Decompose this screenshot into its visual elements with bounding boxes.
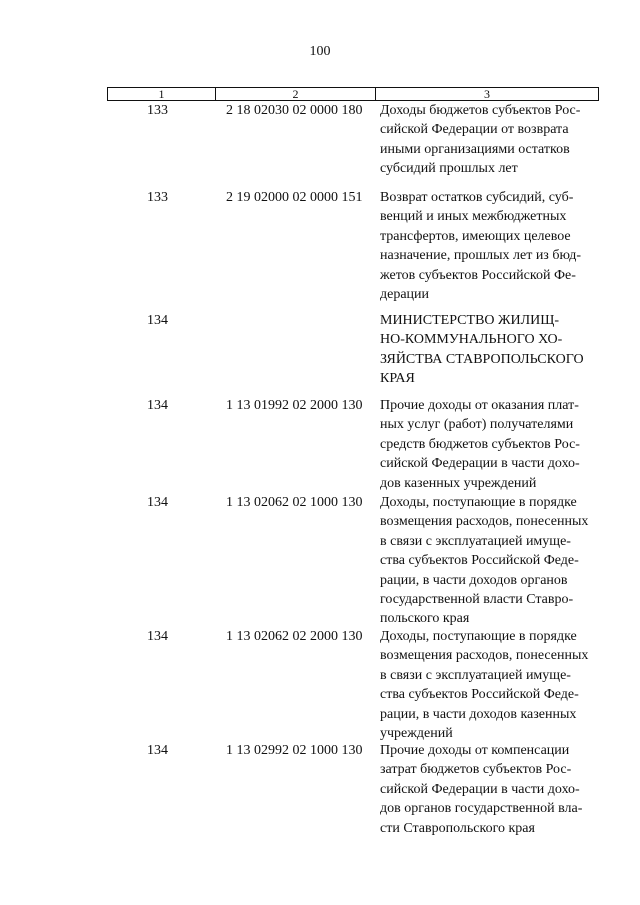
description-line: иными организациями остатков [380,141,570,157]
description-line: затрат бюджетов субъектов Рос- [380,762,572,778]
row-number: 133 [147,103,168,118]
description-line: Доходы бюджетов субъектов Рос- [380,103,581,118]
description-line: сийской Федерации в части дохо- [380,456,580,472]
description-line: в связи с эксплуатацией имуще- [380,533,571,549]
description-line: дов органов государственной вла- [380,801,583,817]
row-number: 134 [147,398,168,413]
row-description [380,741,602,838]
description-line: рации, в части доходов казенных [380,706,577,722]
row-code: 1 13 01992 02 2000 130 [226,398,363,413]
description-line: ства субъектов Российской Феде- [380,687,579,703]
description-line: Прочие доходы от оказания плат- [380,398,579,413]
row-description [380,627,602,743]
page-number: 100 [309,44,331,59]
description-line: возмещения расходов, понесенных [380,648,589,664]
header-col-2: 2 [216,88,376,100]
row-code: 1 13 02062 02 1000 130 [226,495,363,510]
description-line: Доходы, поступающие в порядке [380,629,577,644]
description-line: жетов субъектов Российской Фе- [380,267,576,283]
description-line: МИНИСТЕРСТВО ЖИЛИЩ- [380,313,560,328]
description-line: ства субъектов Российской Феде- [380,553,579,569]
header-col-3: 3 [484,87,490,101]
header-col-1: 1 [108,88,216,100]
description-line: Прочие доходы от компенсации [380,743,570,758]
description-line: учреждений [380,726,453,742]
description-line: ных услуг (работ) получателями [380,417,574,433]
row-number: 133 [147,190,168,205]
row-description [380,101,602,179]
description-line: Доходы, поступающие в порядке [380,495,577,510]
description-line: сти Ставропольского края [380,820,535,836]
row-code: 2 19 02000 02 0000 151 [226,190,363,205]
row-number: 134 [147,629,168,644]
row-description [380,188,602,304]
row-code: 2 18 02030 02 0000 180 [226,103,363,118]
row-number: 134 [147,313,168,328]
description-line: польского края [380,611,470,627]
row-number: 134 [147,495,168,510]
row-code: 1 13 02992 02 1000 130 [226,743,363,758]
row-description [380,396,602,493]
row-description [380,493,602,629]
description-line: ЗЯЙСТВА СТАВРОПОЛЬСКОГО [380,351,584,367]
description-line: дерации [380,287,430,303]
description-line: рации, в части доходов органов [380,572,568,588]
ministry-heading [380,311,602,389]
description-line: венций и иных межбюджетных [380,209,567,225]
description-line: дов казенных учреждений [380,475,537,491]
row-number: 134 [147,743,168,758]
description-line: Возврат остатков субсидий, суб- [380,190,574,205]
description-line: в связи с эксплуатацией имуще- [380,667,571,683]
description-line: трансфертов, имеющих целевое [380,228,571,244]
description-line: средств бюджетов субъектов Рос- [380,436,580,452]
description-line: государственной власти Ставро- [380,592,574,608]
description-line: НО-КОММУНАЛЬНОГО ХО- [380,332,563,348]
description-line: сийской Федерации в части дохо- [380,781,580,797]
description-line: сийской Федерации от возврата [380,122,569,138]
description-line: КРАЯ [380,371,415,387]
description-line: возмещения расходов, понесенных [380,514,589,530]
row-code: 1 13 02062 02 2000 130 [226,629,363,644]
table-header [107,87,599,101]
description-line: субсидий прошлых лет [380,161,518,177]
description-line: назначение, прошлых лет из бюд- [380,248,581,264]
